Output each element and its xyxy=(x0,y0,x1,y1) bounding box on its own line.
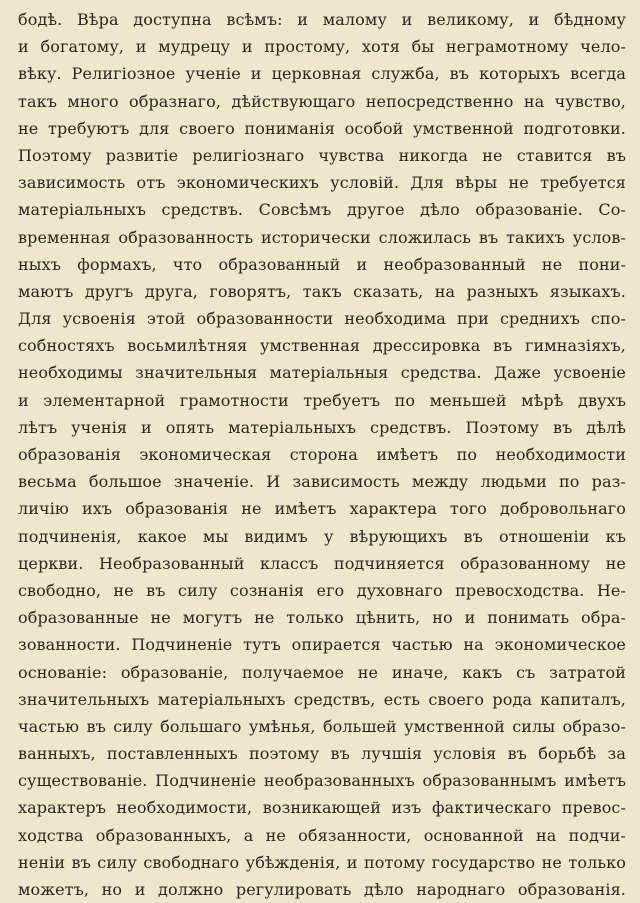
text-line-6: Поэтому развитіе религіознаго чувства никогда не ставится въ xyxy=(18,145,626,165)
text-line-22: свободно, не въ силу сознанія его духовнаго превосходства. Не- xyxy=(18,580,626,600)
text-line-32: неніи въ силу свободнаго убѣжденія, и потому государство не только xyxy=(18,852,626,872)
text-line-25: основаніе: образованіе, получаемое не иначе, какъ съ затратой xyxy=(18,662,626,682)
text-line-8: матеріальныхъ средствъ. Совсѣмъ другое дѣло образованіе. Со- xyxy=(18,200,626,220)
text-line-1: бодѣ. Вѣра доступна всѣмъ: и малому и великому, и бѣдному xyxy=(18,10,626,29)
text-line-19: личію ихъ образованія не имѣетъ характера того добровольнаго xyxy=(18,499,626,519)
text-line-24: зованности. Подчиненіе тутъ опирается частью на экономическое xyxy=(18,635,626,655)
text-line-26: значительныхъ матеріальныхъ средствъ, есть своего рода капиталъ, xyxy=(18,689,626,709)
text-line-30: характеръ необходимости, возникающей изъ фактическаго превос- xyxy=(18,798,626,818)
text-line-15: и элементарной грамотности требуетъ по меньшей мѣрѣ двухъ xyxy=(18,390,626,410)
body-text xyxy=(18,6,626,903)
text-line-31: ходства образованныхъ, а не обязанности, основанной на подчи- xyxy=(18,825,626,845)
text-line-29: существованіе. Подчиненіе необразованныхъ образованнымъ имѣетъ xyxy=(18,771,626,791)
text-line-12: Для усвоенія этой образованности необходима при среднихъ спо- xyxy=(18,309,626,329)
text-line-9: временная образованность исторически сложилась въ такихъ услов- xyxy=(18,227,626,247)
text-line-10: ныхъ формахъ, что образованный и необразованный не пони- xyxy=(18,254,626,274)
text-line-14: необходимы значительныя матеріальныя средства. Даже усвоеніе xyxy=(18,363,626,383)
text-line-3: вѣку. Религіозное ученіе и церковная служба, въ которыхъ всегда xyxy=(18,64,626,84)
text-line-23: образованные не могутъ не только цѣнить, но и понимать обра- xyxy=(18,608,626,628)
text-line-4: такъ много образнаго, дѣйствующаго непосредственно на чувство, xyxy=(18,91,626,111)
text-line-18: весьма большое значеніе. И зависимость между людьми по раз- xyxy=(18,472,626,492)
text-line-16: лѣтъ ученія и опять матеріальныхъ средствъ. Поэтому въ дѣлѣ xyxy=(18,417,626,437)
text-line-7: зависимость отъ экономическихъ условій. Для вѣры не требуется xyxy=(18,173,626,193)
text-line-2: и богатому, и мудрецу и простому, хотя бы неграмотному чело- xyxy=(18,37,626,57)
text-line-33: можетъ, но и должно регулировать дѣло народнаго образованія. xyxy=(18,880,626,899)
text-line-13: собностяхъ восьмилѣтняя умственная дрессировка въ гимназіяхъ, xyxy=(18,336,626,356)
text-line-17: образованія экономическая сторона имѣетъ по необходимости xyxy=(18,445,626,464)
text-line-5: не требуютъ для своего пониманія особой умственной подготовки. xyxy=(18,118,626,138)
text-line-21: церкви. Необразованный классъ подчиняется образованному не xyxy=(18,553,626,573)
text-line-11: маютъ другъ друга, говорятъ, такъ сказать, на разныхъ языкахъ. xyxy=(18,281,626,301)
text-line-27: частью въ силу большаго умѣнья, большей умственной силы образо- xyxy=(18,716,626,736)
text-line-28: ванныхъ, поставленныхъ поэтому въ лучшія условія въ борьбѣ за xyxy=(18,744,626,764)
text-line-20: подчиненія, какое мы видимъ у вѣрующихъ въ отношеніи къ xyxy=(18,526,626,546)
